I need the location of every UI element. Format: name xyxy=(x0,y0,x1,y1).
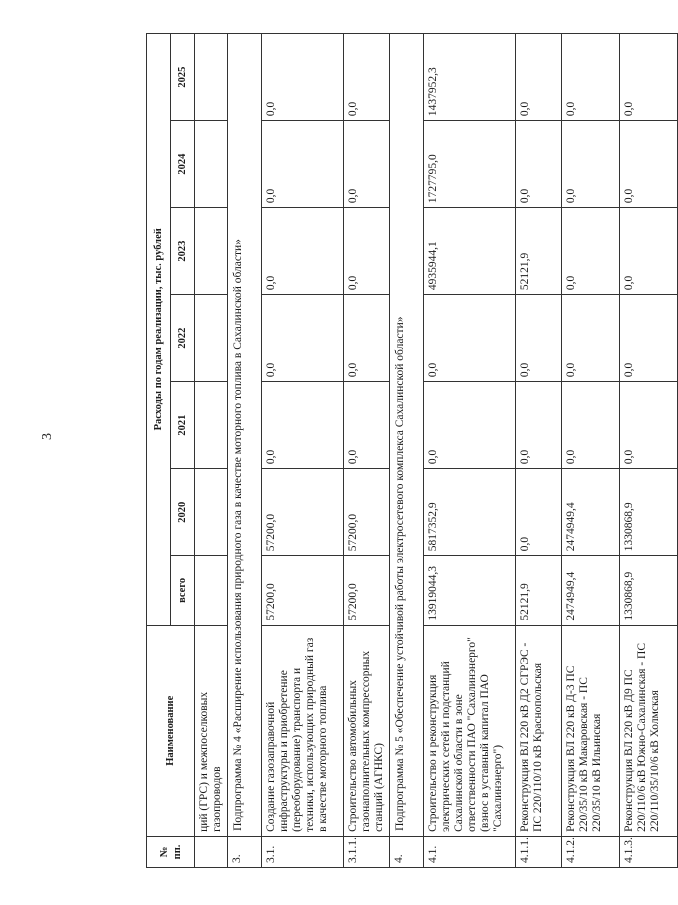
row-value: 57200,0 xyxy=(262,556,344,625)
row-value: 0,0 xyxy=(262,382,344,469)
row-value: 0,0 xyxy=(620,382,678,469)
row-name: Строительство и реконструкция электрических сетей и подстанций Сахалинской области в зоне ответственности ПАО "Сахалинэнерго" (взнос в уставный капитал ПАО "Сахалинэнерго") xyxy=(424,625,516,836)
header-year-total: всего xyxy=(171,556,195,625)
row-value: 57200,0 xyxy=(262,469,344,556)
row-value: 0,0 xyxy=(262,34,344,121)
row-name: Строительство автомобильных газонаполнительных компрессорных станций (АГНКС) xyxy=(344,625,390,836)
row-value: 0,0 xyxy=(620,208,678,295)
row-value xyxy=(195,295,228,382)
header-expenses-group: Расходы по годам реализации, тыс. рублей xyxy=(147,34,171,626)
row-value: 57200,0 xyxy=(344,469,390,556)
row-code: 4. xyxy=(390,836,424,867)
row-value xyxy=(195,34,228,121)
table-row xyxy=(516,34,562,868)
row-value: 0,0 xyxy=(344,295,390,382)
table-row xyxy=(262,34,344,868)
row-value xyxy=(195,469,228,556)
row-value xyxy=(195,121,228,208)
row-value: 0,0 xyxy=(620,121,678,208)
row-code: 3.1. xyxy=(262,836,344,867)
header-name: Наименование xyxy=(147,625,195,836)
subprogram-row xyxy=(390,34,424,868)
row-name: Реконструкция ВЛ 220 кВ Д9 ПС 220/110/6 кВ Южно-Сахалинская - ПС 220/110/35/10/6 кВ Холмская xyxy=(620,625,678,836)
expenses-table xyxy=(146,33,678,868)
row-value: 0,0 xyxy=(516,382,562,469)
row-value: 0,0 xyxy=(424,295,516,382)
row-value: 0,0 xyxy=(620,34,678,121)
row-value: 0,0 xyxy=(562,208,620,295)
row-value: 0,0 xyxy=(562,382,620,469)
row-value: 0,0 xyxy=(262,121,344,208)
subprogram-title: Подпрограмма № 5 «Обеспечение устойчивой работы электросетевого комплекса Сахалинской области» xyxy=(390,34,424,837)
row-value: 1437952,3 xyxy=(424,34,516,121)
row-value: 0,0 xyxy=(262,295,344,382)
header-year-2025: 2025 xyxy=(171,34,195,121)
row-value: 0,0 xyxy=(516,121,562,208)
row-value: 0,0 xyxy=(344,208,390,295)
row-value xyxy=(195,382,228,469)
page-number: 3 xyxy=(40,433,55,440)
header-year-2023: 2023 xyxy=(171,208,195,295)
row-code: 3. xyxy=(228,836,262,867)
row-value xyxy=(195,208,228,295)
row-value: 13919044,3 xyxy=(424,556,516,625)
row-value: 5817352,9 xyxy=(424,469,516,556)
header-no: № пп. xyxy=(147,836,195,867)
table-row xyxy=(620,34,678,868)
header-year-2020: 2020 xyxy=(171,469,195,556)
row-value: 52121,9 xyxy=(516,556,562,625)
row-value: 4935944,1 xyxy=(424,208,516,295)
row-value: 0,0 xyxy=(562,34,620,121)
row-value xyxy=(195,556,228,625)
row-code: 4.1. xyxy=(424,836,516,867)
row-value: 2474949,4 xyxy=(562,556,620,625)
subprogram-row xyxy=(228,34,262,868)
header-year-2024: 2024 xyxy=(171,121,195,208)
row-value: 0,0 xyxy=(562,121,620,208)
row-name: Создание газозаправочной инфраструктуры и приобретение (переоборудование) транспорта и техники, использующих природный газ в качестве моторного топлива xyxy=(262,625,344,836)
row-value: 0,0 xyxy=(516,34,562,121)
row-value: 0,0 xyxy=(344,121,390,208)
row-code: 3.1.1. xyxy=(344,836,390,867)
row-value: 2474949,4 xyxy=(562,469,620,556)
row-code: 4.1.1. xyxy=(516,836,562,867)
row-value: 0,0 xyxy=(562,295,620,382)
row-value: 57200,0 xyxy=(344,556,390,625)
row-value: 1727795,0 xyxy=(424,121,516,208)
row-value: 0,0 xyxy=(344,382,390,469)
table-row xyxy=(344,34,390,868)
header-year-2022: 2022 xyxy=(171,295,195,382)
row-name: Реконструкция ВЛ 220 кВ Д2 СГРЭС - ПС 220/110/10 кВ Краснопольская xyxy=(516,625,562,836)
table-row xyxy=(562,34,620,868)
row-value: 0,0 xyxy=(424,382,516,469)
row-code: 4.1.3. xyxy=(620,836,678,867)
row-value: 0,0 xyxy=(620,295,678,382)
row-value: 52121,9 xyxy=(516,208,562,295)
row-value: 0,0 xyxy=(344,34,390,121)
header-year-2021: 2021 xyxy=(171,382,195,469)
row-value: 0,0 xyxy=(516,295,562,382)
table-row xyxy=(424,34,516,868)
table-row xyxy=(195,34,228,868)
row-value: 1330868,9 xyxy=(620,556,678,625)
row-code: 4.1.2. xyxy=(562,836,620,867)
row-name: Реконструкция ВЛ 220 кВ Д-3 ПС 220/35/10 кВ Макаровская - ПС 220/35/10 кВ Ильинская xyxy=(562,625,620,836)
row-value: 0,0 xyxy=(516,469,562,556)
row-value: 0,0 xyxy=(262,208,344,295)
row-name: ций (ГРС) и межпоселковых газопроводов xyxy=(195,625,228,836)
subprogram-title: Подпрограмма № 4 «Расширение использования природного газа в качестве моторного топлива в Сахалинской области» xyxy=(228,34,262,837)
row-code xyxy=(195,836,228,867)
rotated-table-container xyxy=(146,33,661,868)
row-value: 1330868,9 xyxy=(620,469,678,556)
